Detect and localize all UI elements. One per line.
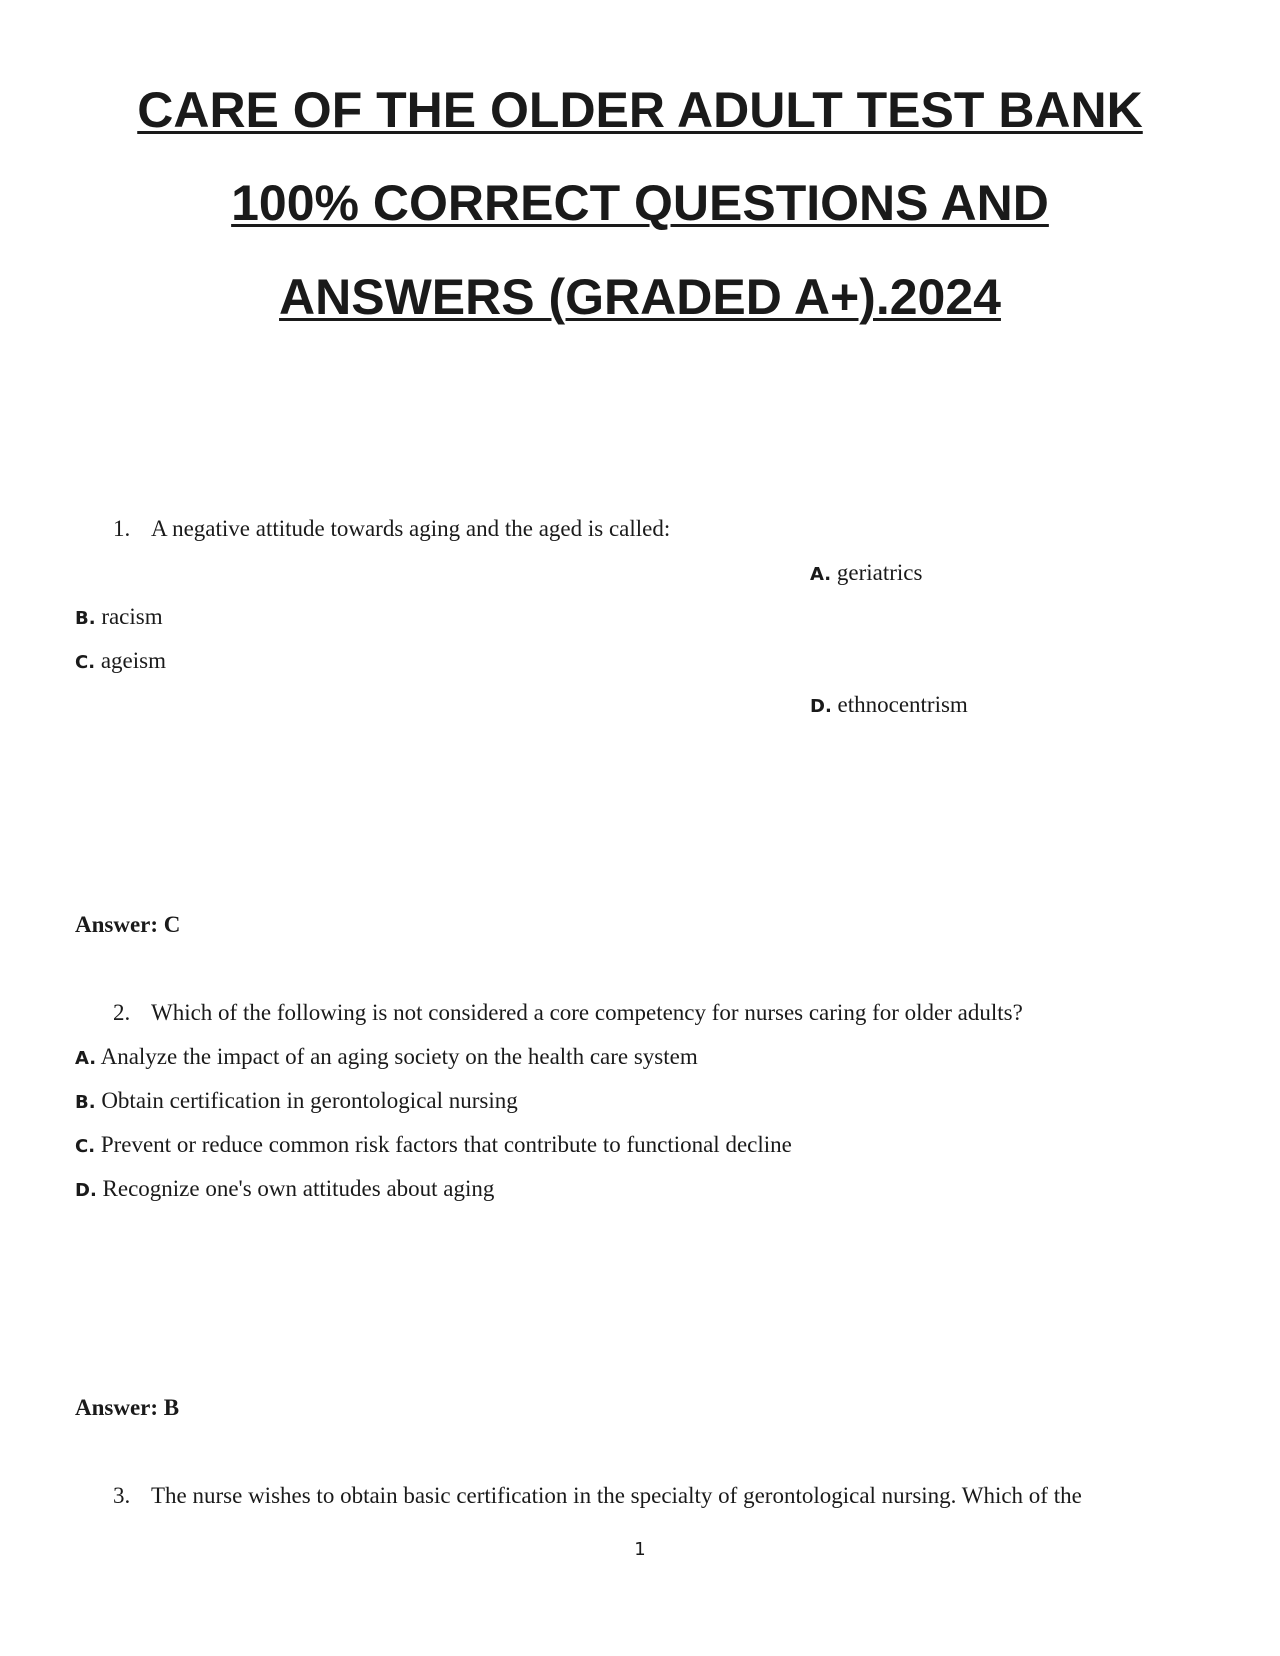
question-1: 1. A negative attitude towards aging and the aged is called: bbox=[113, 516, 671, 541]
question-3: 3. The nurse wishes to obtain basic certification in the specialty of gerontological nursing. Which of the bbox=[113, 1483, 1082, 1508]
question-1-option-b: B. racism bbox=[75, 604, 163, 629]
document-title-line-1: CARE OF THE OLDER ADULT TEST BANK bbox=[137, 82, 1143, 138]
question-2-option-c: C. Prevent or reduce common risk factors that contribute to functional decline bbox=[75, 1132, 792, 1157]
question-1-option-a: A. geriatrics bbox=[810, 560, 923, 585]
question-1-answer: Answer: C bbox=[75, 912, 181, 937]
page-number: 1 bbox=[634, 1539, 646, 1560]
question-2: 2. Which of the following is not considered a core competency for nurses caring for older adults? bbox=[113, 1000, 1023, 1025]
document-title-line-2: 100% CORRECT QUESTIONS AND bbox=[231, 175, 1049, 231]
document-title-line-3: ANSWERS (GRADED A+).2024 bbox=[279, 269, 1001, 325]
question-2-option-d: D. Recognize one's own attitudes about aging bbox=[75, 1176, 495, 1201]
question-1-option-d: D. ethnocentrism bbox=[810, 692, 968, 717]
question-2-answer: Answer: B bbox=[75, 1395, 180, 1420]
question-1-option-c: C. ageism bbox=[75, 648, 166, 673]
question-2-option-a: A. Analyze the impact of an aging society on the health care system bbox=[75, 1044, 698, 1069]
question-2-option-b: B. Obtain certification in gerontological nursing bbox=[75, 1088, 518, 1113]
